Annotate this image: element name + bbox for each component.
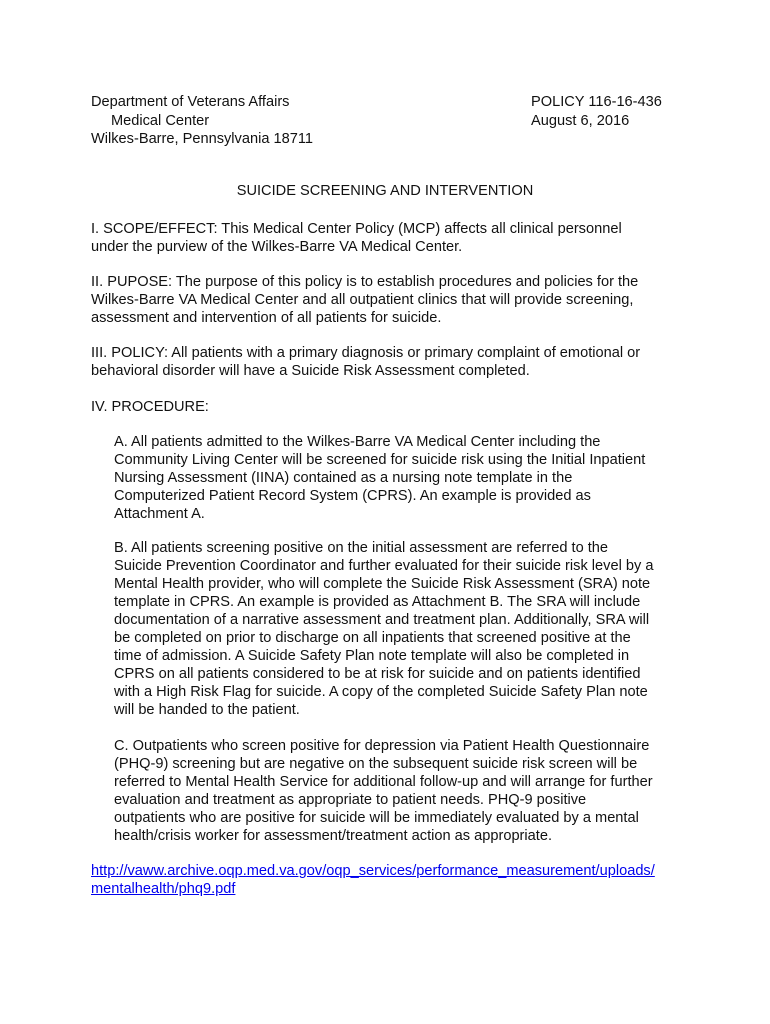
policy-date: August 6, 2016 <box>531 112 630 129</box>
header-address <box>91 93 313 149</box>
phq9-link[interactable] <box>91 862 691 898</box>
procedure-item-c <box>114 737 694 845</box>
section-scope <box>91 220 691 256</box>
procedure-b-line: B. All patients screening positive on the initial assessment are referred to the <box>114 540 609 556</box>
purpose-line: Wilkes-Barre VA Medical Center and all outpatient clinics that will provide screening, <box>91 292 634 308</box>
procedure-b-line: with a High Risk Flag for suicide. A copy of the completed Suicide Safety Plan note <box>114 684 648 700</box>
procedure-b-line: documentation of a narrative assessment and treatment plan. Additionally, SRA will <box>114 612 650 628</box>
procedure-a-line: A. All patients admitted to the Wilkes-Barre VA Medical Center including the <box>114 434 601 450</box>
procedure-item-a <box>114 433 694 523</box>
phq9-link-line[interactable]: mentalhealth/phq9.pdf <box>91 881 236 897</box>
procedure-item-b <box>114 539 694 719</box>
purpose-line: II. PUPOSE: The purpose of this policy is to establish procedures and policies for the <box>91 274 639 290</box>
procedure-b-line: time of admission. A Suicide Safety Plan note template will also be completed in <box>114 648 630 664</box>
procedure-b-line: template in CPRS. An example is provided as Attachment B. The SRA will include <box>114 594 641 610</box>
phq9-link-line[interactable]: http://vaww.archive.oqp.med.va.gov/oqp_services/performance_measurement/uploads/ <box>91 863 655 879</box>
procedure-b-line: be completed on prior to discharge on all inpatients that screened positive at the <box>114 630 631 646</box>
section-purpose <box>91 273 691 327</box>
section-policy <box>91 344 691 380</box>
header-department: Department of Veterans Affairs <box>91 94 290 110</box>
procedure-a-line: Computerized Patient Record System (CPRS). An example is provided as <box>114 488 591 504</box>
header-policy-info <box>531 93 662 130</box>
scope-line: I. SCOPE/EFFECT: This Medical Center Policy (MCP) affects all clinical personnel <box>91 221 622 237</box>
header-location: Wilkes-Barre, Pennsylvania 18711 <box>91 131 313 147</box>
procedure-c-line: health/crisis worker for assessment/treatment action as appropriate. <box>114 828 553 844</box>
policy-line: III. POLICY: All patients with a primary diagnosis or primary complaint of emotional or <box>91 345 641 361</box>
procedure-a-line: Attachment A. <box>114 506 205 522</box>
purpose-line: assessment and intervention of all patients for suicide. <box>91 310 442 326</box>
section-procedure-heading: IV. PROCEDURE: <box>91 399 209 415</box>
scope-line: under the purview of the Wilkes-Barre VA Medical Center. <box>91 239 463 255</box>
procedure-b-line: will be handed to the patient. <box>114 702 300 718</box>
procedure-c-line: evaluation and treatment as appropriate to patient needs. PHQ-9 positive <box>114 792 587 808</box>
procedure-b-line: CPRS on all patients considered to be at risk for suicide and on patients identified <box>114 666 641 682</box>
policy-line: behavioral disorder will have a Suicide Risk Assessment completed. <box>91 363 530 379</box>
procedure-a-line: Community Living Center will be screened for suicide risk using the Initial Inpatient <box>114 452 646 468</box>
procedure-a-line: Nursing Assessment (IINA) contained as a nursing note template in the <box>114 470 573 486</box>
procedure-b-line: Mental Health provider, who will complete the Suicide Risk Assessment (SRA) note <box>114 576 651 592</box>
header-medical-center: Medical Center <box>111 112 210 129</box>
procedure-b-line: Suicide Prevention Coordinator and further evaluated for their suicide risk level by a <box>114 558 654 574</box>
procedure-c-line: C. Outpatients who screen positive for depression via Patient Health Questionnaire <box>114 738 650 754</box>
procedure-c-line: referred to Mental Health Service for additional follow-up and will arrange for further <box>114 774 653 790</box>
document-title: SUICIDE SCREENING AND INTERVENTION <box>236 183 534 199</box>
procedure-c-line: (PHQ-9) screening but are negative on the subsequent suicide risk screen will be <box>114 756 638 772</box>
procedure-c-line: outpatients who are positive for suicide will be immediately evaluated by a mental <box>114 810 639 826</box>
policy-number: POLICY 116-16-436 <box>531 94 662 110</box>
